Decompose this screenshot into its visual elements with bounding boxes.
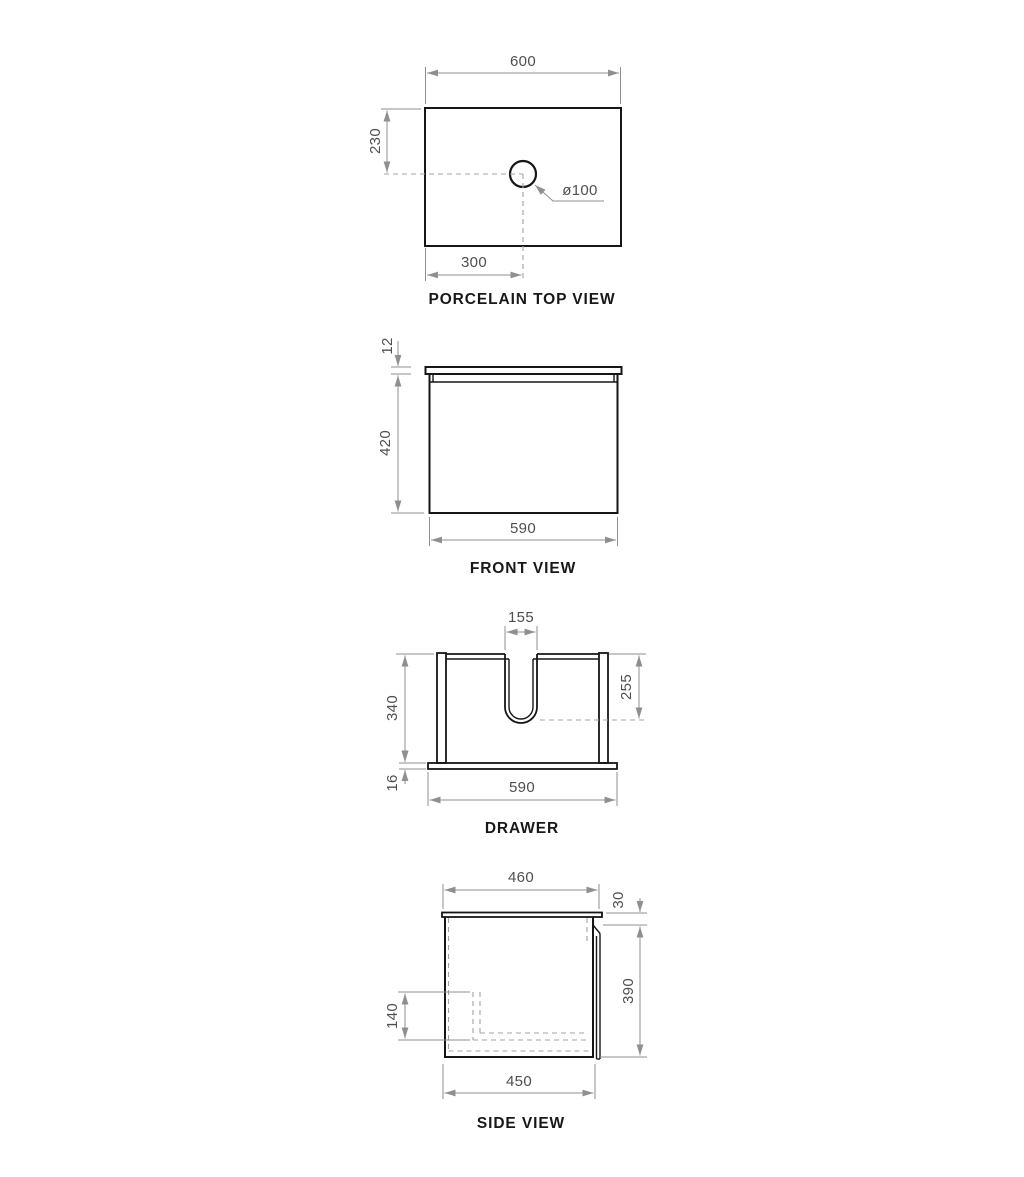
dim-cutout-width-text: 155 bbox=[508, 609, 534, 626]
dim-base-thickness-text: 16 bbox=[384, 774, 401, 792]
dim-counter-thickness-text: 12 bbox=[379, 337, 396, 355]
counter-slab-front bbox=[426, 367, 622, 374]
dim-drawer-width-text: 590 bbox=[509, 779, 535, 796]
dim-cabinet-height bbox=[377, 376, 424, 514]
dim-drawer-height bbox=[384, 654, 434, 762]
cabinet-body-front bbox=[430, 374, 618, 513]
view-side bbox=[384, 869, 647, 1132]
dim-counter-to-door-gap-text: 30 bbox=[610, 891, 627, 909]
dim-hole-diameter-text: ø100 bbox=[562, 182, 598, 199]
drawer-left-rail bbox=[437, 653, 446, 763]
dim-cabinet-depth-text: 450 bbox=[506, 1073, 532, 1090]
dim-hole-offset-left-text: 300 bbox=[461, 254, 487, 271]
side-view-label: SIDE VIEW bbox=[476, 1115, 566, 1132]
dim-drawer-recess-height-text: 140 bbox=[384, 1003, 401, 1029]
counter-slab-side bbox=[442, 913, 602, 918]
dim-counter-to-door-gap bbox=[603, 891, 647, 925]
dim-door-height bbox=[600, 927, 647, 1058]
hidden-edges bbox=[449, 918, 591, 1051]
dim-cabinet-height-text: 420 bbox=[377, 430, 394, 456]
dim-hole-diameter bbox=[535, 182, 604, 201]
drawer-base-plate bbox=[428, 763, 617, 769]
drawer-view-label: DRAWER bbox=[484, 820, 560, 837]
dim-drawer-height-text: 340 bbox=[384, 695, 401, 721]
dim-drawer-recess-height bbox=[384, 992, 470, 1040]
dim-hole-offset-left bbox=[426, 248, 522, 281]
dim-cabinet-width bbox=[430, 517, 618, 546]
dim-counter-thickness bbox=[379, 337, 411, 374]
dim-hole-offset-top-text: 230 bbox=[367, 128, 384, 154]
view-drawer bbox=[384, 609, 646, 837]
dim-top-width bbox=[426, 53, 621, 104]
dim-top-width-text: 600 bbox=[510, 53, 536, 70]
dim-hole-offset-top bbox=[367, 109, 421, 173]
dim-drawer-width bbox=[428, 772, 617, 806]
dim-cutout-width bbox=[505, 609, 537, 650]
dim-top-depth bbox=[443, 869, 599, 909]
dim-cutout-depth bbox=[540, 654, 646, 720]
view-front bbox=[377, 337, 622, 577]
dim-base-thickness bbox=[384, 748, 426, 792]
dim-top-depth-text: 460 bbox=[508, 869, 534, 886]
dim-door-height-text: 390 bbox=[620, 978, 637, 1004]
drawer-right-rail bbox=[599, 653, 608, 763]
dim-cabinet-width-text: 590 bbox=[510, 520, 536, 537]
dim-cabinet-depth bbox=[443, 1064, 595, 1099]
front-view-label: FRONT VIEW bbox=[469, 560, 577, 577]
door-panel-side bbox=[593, 925, 600, 1059]
top-view-label: PORCELAIN TOP VIEW bbox=[428, 291, 616, 308]
u-cutout-inner bbox=[509, 659, 533, 719]
cabinet-body-side bbox=[445, 917, 593, 1057]
dim-cutout-depth-text: 255 bbox=[618, 674, 635, 700]
view-porcelain-top bbox=[367, 53, 621, 308]
